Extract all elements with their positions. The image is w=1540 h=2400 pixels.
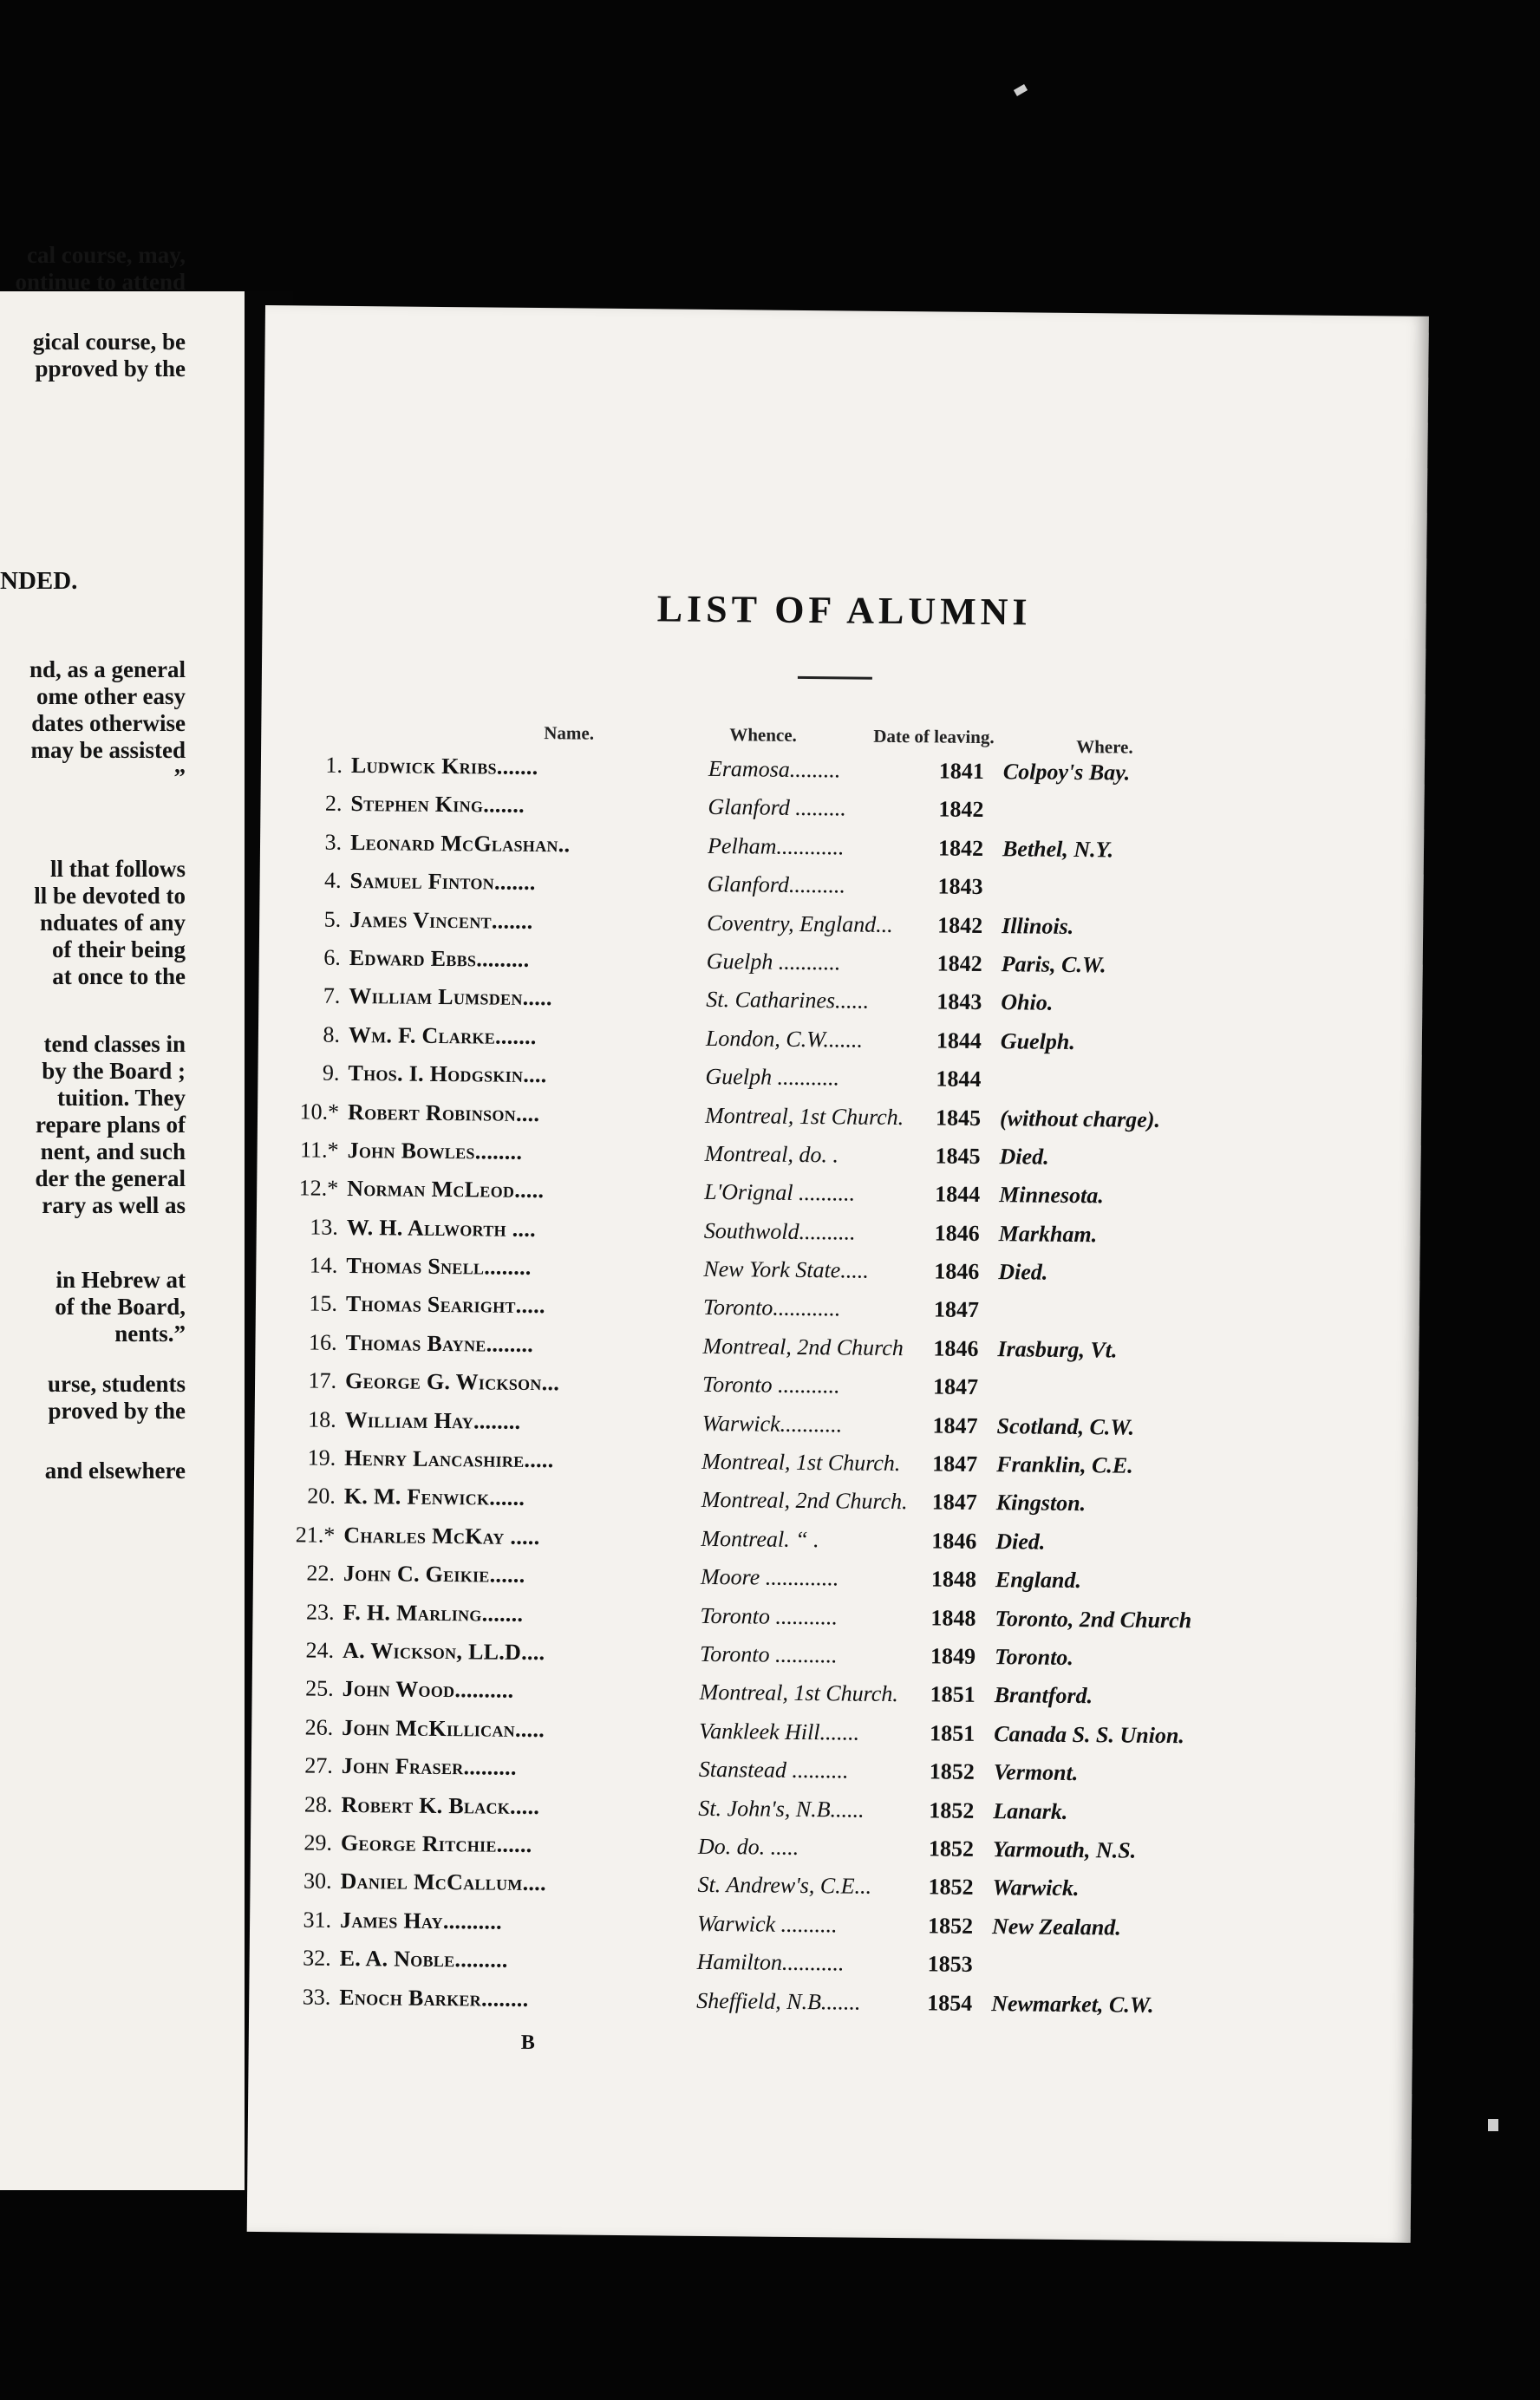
alumni-year: 1847 [932,1373,979,1400]
alumni-name: John C. Geikie...... [343,1561,525,1588]
alumni-year: 1849 [930,1643,976,1669]
alumni-number: 23. [305,1599,335,1625]
alumni-whence: Vankleek Hill....... [699,1718,860,1745]
alumni-name: Thomas Snell........ [346,1253,532,1281]
alumni-whence: Hamilton........... [696,1948,845,1976]
alumni-number: 32. [303,1945,331,1971]
alumni-name: Samuel Finton....... [349,868,536,896]
left-page-line: proved by the [48,1398,186,1424]
alumni-whence: Montreal, 1st Church. [701,1448,901,1477]
alumni-name: Robert K. Black..... [341,1791,540,1819]
alumni-name: Stephen King....... [350,791,525,818]
left-facing-page [0,242,245,2190]
left-page-line: ll be devoted to [34,883,186,909]
alumni-number: 15. [309,1291,338,1317]
alumni-year: 1853 [927,1951,973,1978]
alumni-where: Lanark. [993,1797,1068,1824]
alumni-where: Died. [995,1528,1046,1555]
alumni-name: John Bowles........ [347,1137,523,1164]
alumni-year: 1852 [927,1913,974,1939]
alumni-year: 1844 [936,1027,982,1053]
alumni-year: 1843 [937,873,983,900]
alumni-whence: Moore ............. [700,1564,839,1591]
alumni-name: James Hay.......... [339,1907,503,1934]
alumni-where: Franklin, C.E. [996,1451,1133,1478]
alumni-where: Yarmouth, N.S. [992,1836,1137,1863]
alumni-name: F. H. Marling....... [343,1599,524,1627]
alumni-year: 1848 [930,1566,977,1593]
alumni-number: 11.* [299,1137,339,1163]
alumni-where: Guelph. [1000,1027,1075,1054]
alumni-name: James Vincent....... [349,906,533,934]
alumni-year: 1851 [930,1681,976,1708]
alumni-whence: Toronto ........... [701,1372,840,1399]
alumni-year: 1854 [927,1989,973,2016]
alumni-whence: Montreal. “ . [701,1525,819,1553]
left-page-line: nents.” [114,1321,186,1347]
alumni-year: 1852 [929,1797,975,1823]
alumni-number: 12.* [298,1175,339,1202]
alumni-whence: Montreal, 1st Church. [699,1679,898,1707]
alumni-where: Markham. [998,1220,1098,1247]
alumni-name: George Ritchie...... [340,1829,532,1857]
alumni-whence: Warwick........... [701,1410,843,1438]
alumni-year: 1844 [936,1066,982,1092]
alumni-page [247,305,1429,2243]
alumni-where: Canada S. S. Union. [994,1720,1185,1749]
column-header-where: Where. [1076,736,1133,758]
alumni-number: 2. [324,791,343,817]
alumni-list [249,746,1425,2027]
alumni-name: K. M. Fenwick...... [343,1484,525,1511]
alumni-name: Thos. I. Hodgskin.... [348,1060,547,1088]
alumni-number: 4. [323,867,342,894]
alumni-whence: Montreal, do. . [704,1140,839,1168]
left-page-line: gical course, be [32,329,186,355]
alumni-whence: Pelham............ [707,832,845,860]
column-header-whence: Whence. [729,724,797,746]
alumni-where: Brantford. [994,1682,1093,1709]
left-page-line: urse, students [47,1371,186,1397]
alumni-number: 22. [306,1560,336,1587]
alumni-whence: New York State..... [703,1255,869,1283]
alumni-where: Illinois. [1002,912,1074,939]
left-page-line: of their being [52,936,186,962]
alumni-whence: Toronto............ [702,1295,841,1321]
alumni-where: Toronto, 2nd Church [995,1605,1192,1633]
alumni-whence: Toronto ........... [700,1602,839,1629]
left-page-line: cal course, may, [27,242,186,268]
alumni-year: 1843 [936,988,982,1015]
left-page-heading: NDED. [0,567,78,595]
alumni-number: 21.* [295,1522,336,1548]
alumni-number: 29. [303,1829,333,1855]
alumni-year: 1846 [934,1258,980,1285]
alumni-year: 1852 [929,1758,975,1785]
alumni-year: 1847 [932,1451,978,1477]
alumni-number: 10.* [299,1098,340,1125]
page-title: LIST OF ALUMNI [656,587,1032,634]
alumni-number: 19. [307,1445,336,1471]
left-page-line: ” [173,764,186,790]
column-header-name: Name. [544,722,595,744]
alumni-number: 16. [308,1329,337,1355]
alumni-whence: Warwick .......... [696,1910,838,1938]
alumni-number: 14. [309,1252,338,1278]
alumni-year: 1846 [934,1220,980,1246]
left-page-line: nent, and such [40,1138,186,1164]
alumni-name: Ludwick Kribs....... [350,752,538,780]
alumni-name: Thomas Bayne........ [345,1329,534,1357]
alumni-name: Henry Lancashire..... [344,1445,554,1473]
column-header-date: Date of leaving. [873,725,995,748]
alumni-name: Enoch Barker........ [339,1984,529,2012]
alumni-where: Warwick. [992,1875,1080,1901]
left-page-line: by the Board ; [42,1058,186,1084]
alumni-where: Died. [999,1144,1049,1170]
alumni-whence: Toronto ........... [699,1640,838,1668]
alumni-number: 9. [322,1060,340,1086]
left-page-line: nd, as a general [29,656,186,682]
alumni-name: Thomas Searight..... [345,1291,545,1319]
dust-speck [1014,84,1028,96]
alumni-where: (without charge). [999,1105,1161,1132]
alumni-number: 20. [307,1483,336,1510]
alumni-name: E. A. Noble......... [339,1946,508,1973]
alumni-name: Daniel McCallum.... [340,1868,546,1896]
alumni-year: 1842 [936,950,982,976]
alumni-year: 1844 [935,1181,981,1208]
alumni-where: New Zealand. [991,1913,1121,1940]
alumni-name: George G. Wickson... [344,1368,560,1396]
alumni-where: Bethel, N.Y. [1002,835,1114,863]
alumni-year: 1845 [935,1104,982,1131]
alumni-number: 1. [325,752,343,778]
alumni-name: John Fraser......... [341,1753,517,1781]
alumni-number: 18. [308,1406,336,1432]
alumni-whence: L'Orignal .......... [704,1179,856,1206]
alumni-whence: Guelph ........... [706,948,841,975]
alumni-number: 13. [310,1214,338,1240]
left-page-line: rary as well as [42,1192,186,1218]
alumni-whence: St. Andrew's, C.E... [697,1872,872,1900]
alumni-year: 1852 [928,1836,975,1862]
alumni-year: 1846 [933,1335,979,1361]
alumni-whence: Eramosa......... [708,755,841,783]
alumni-number: 3. [324,829,343,855]
title-rule [798,676,872,680]
alumni-number: 28. [303,1791,333,1817]
alumni-whence: Stanstead .......... [698,1757,849,1784]
alumni-year: 1842 [938,796,984,823]
alumni-name: Charles McKay ..... [343,1522,540,1549]
alumni-number: 33. [302,1984,331,2010]
alumni-number: 27. [304,1752,333,1778]
alumni-number: 31. [303,1907,332,1933]
alumni-name: Leonard McGlashan.. [349,829,571,858]
left-page-line: ome other easy [36,683,186,709]
alumni-whence: Do. do. ..... [697,1833,799,1860]
alumni-where: Kingston. [995,1490,1086,1516]
alumni-year: 1847 [931,1489,977,1516]
alumni-where: England. [995,1567,1082,1594]
alumni-where: Vermont. [993,1759,1079,1786]
alumni-name: Norman McLeod..... [347,1176,545,1203]
alumni-where: Irasburg, Vt. [997,1336,1118,1363]
alumni-name: William Lumsden..... [349,983,552,1011]
alumni-number: 24. [305,1637,335,1663]
alumni-year: 1847 [932,1412,978,1438]
alumni-name: A. Wickson, LL.D.... [342,1637,545,1666]
alumni-number: 17. [308,1367,337,1394]
left-page-line: nduates of any [39,910,186,936]
alumni-whence: St. Catharines...... [706,987,870,1014]
alumni-number: 6. [323,944,341,970]
alumni-whence: Montreal, 1st Church. [704,1102,904,1130]
alumni-year: 1847 [933,1296,980,1323]
alumni-year: 1841 [938,758,985,784]
left-page-line: ll that follows [49,856,186,882]
left-page-line: repare plans of [35,1112,186,1138]
alumni-name: John McKillican..... [342,1714,545,1742]
alumni-where: Died. [998,1259,1048,1285]
alumni-whence: Montreal, 2nd Church [702,1333,904,1360]
alumni-whence: Glanford ......... [708,794,846,821]
alumni-number: 7. [323,983,341,1009]
alumni-year: 1842 [937,912,983,938]
alumni-whence: Montreal, 2nd Church. [701,1487,908,1515]
alumni-whence: Coventry, England... [707,910,893,937]
alumni-year: 1845 [935,1143,981,1169]
alumni-year: 1848 [930,1605,976,1631]
alumni-number: 26. [304,1714,334,1740]
signature-mark: B [520,2031,535,2055]
left-page-line: pproved by the [35,355,186,382]
alumni-number: 30. [303,1868,332,1895]
alumni-number: 25. [305,1675,334,1702]
left-page-line: in Hebrew at [55,1267,186,1293]
alumni-number: 8. [323,1021,341,1047]
alumni-name: Wm. F. Clarke....... [348,1021,537,1049]
alumni-number: 5. [323,906,342,932]
left-page-line: of the Board, [55,1294,186,1320]
alumni-where: Ohio. [1001,989,1054,1016]
alumni-whence: St. John's, N.B...... [698,1795,865,1823]
alumni-where: Newmarket, C.W. [991,1990,1154,2018]
alumni-year: 1851 [930,1720,976,1746]
alumni-name: Robert Robinson.... [347,1099,540,1126]
alumni-where: Colpoy's Bay. [1002,759,1131,786]
alumni-year: 1846 [931,1528,977,1554]
alumni-whence: Glanford.......... [707,871,846,898]
left-page-line: ontinue to attend [15,269,186,295]
left-page-line: der the general [35,1165,186,1191]
alumni-whence: Sheffield, N.B....... [696,1987,861,2015]
alumni-whence: London, C.W....... [705,1025,864,1053]
alumni-year: 1842 [937,835,984,861]
alumni-name: Edward Ebbs......... [349,944,530,972]
alumni-year: 1852 [928,1874,974,1901]
alumni-where: Toronto. [994,1644,1074,1671]
alumni-name: W. H. Allworth .... [346,1214,537,1242]
left-page-line: dates otherwise [31,710,186,736]
alumni-whence: Guelph ........... [705,1064,840,1091]
alumni-name: John Wood.......... [342,1676,514,1704]
alumni-whence: Southwold.......... [703,1217,856,1245]
left-page-line: tend classes in [43,1031,186,1057]
left-page-line: may be assisted [30,737,186,763]
dust-speck [1488,2119,1498,2131]
left-page-line: tuition. They [56,1085,186,1111]
left-page-line: and elsewhere [44,1458,186,1484]
alumni-name: William Hay........ [344,1406,521,1434]
alumni-where: Minnesota. [999,1182,1104,1209]
alumni-where: Scotland, C.W. [996,1412,1135,1440]
left-page-line: at once to the [52,963,186,989]
alumni-where: Paris, C.W. [1001,951,1106,978]
